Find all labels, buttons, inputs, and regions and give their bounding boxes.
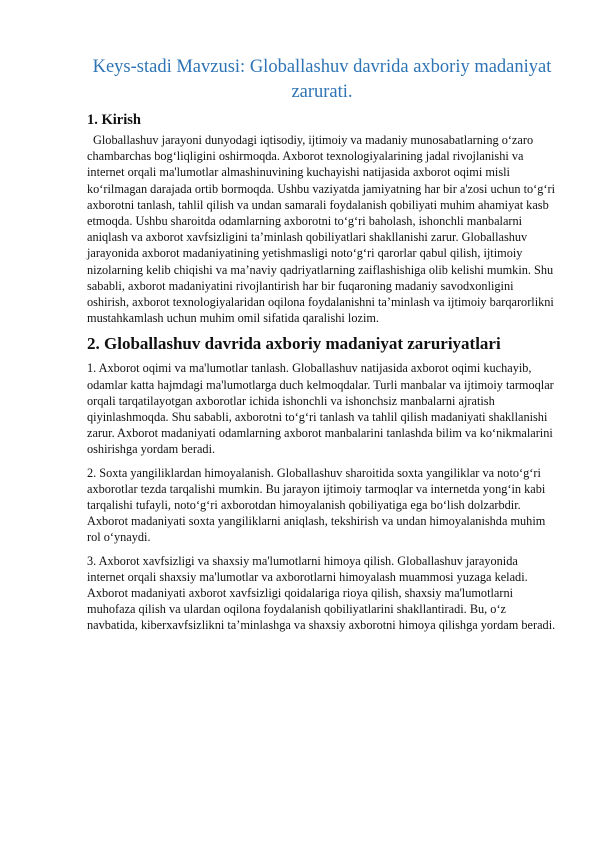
intro-paragraph: Globallashuv jarayoni dunyodagi iqtisodiy, ijtimoiy va madaniy munosabatlarning o‘zaro chambarchas bog‘liqligini oshirmoqda. Axborot texnologiyalarining jadal rivojlanishi va internet orqali ma'lumotlar almashinuvining kuchayishi natijasida axborot oqimi misli ko‘rilmagan darajada ortib bormoqda. Ushbu vaziyatda jamiyatning har bir a'zosi uchun to‘g‘ri axborotni tanlash, tahlil qilish va undan samarali foydalanish qobiliyati muhim ahamiyat kasb etmoqda. Ushbu sharoitda odamlarning axborotni to‘g‘ri baholash, ishonchli manbalarni aniqlash va axborot xavfsizligini ta’minlash qobiliyatlari shakllanishi zarur. Globallashuv jarayonida axborot madaniyatining yetishmasligi noto‘g‘ri qarorlar qabul qilish, ijtimoiy nizolarning kelib chiqishi va ma’naviy qadriyatlarning zaiflashishiga olib kelishi mumkin. Shu sababli, axborot madaniyatini rivojlantirish har bir fuqaroning madaniy savodxonligini oshirish, axborot texnologiyalaridan oqilona foydalanishni ta’minlash va ijtimoiy barqarorlikni mustahkamlash uchun muhim omil sifatida qaralishi lozim.: [87, 133, 555, 326]
document-title: Keys-stadi Mavzusi: Globallashuv davrida axboriy madaniyat zarurati.: [92, 57, 552, 102]
list-item: 1. Axborot oqimi va ma'lumotlar tanlash. Globallashuv natijasida axborot oqimi kuchayib, odamlar katta hajmdagi ma'lumotlarga duch kelmoqdalar. Turli manbalar va ijtimoiy tarmoqlar orqali tarqatilayotgan axborotlar ichida ishonchli va ishonchsiz manbalarni ajratish qiyinlashmoqda. Shu sababli, axborotni to‘g‘ri tanlash va tahlil qilish madaniyati shakllanishi zarur. Axborot madaniyati odamlarning axborot manbalarini tanlashda bilim va ko‘nikmalarini oshirishga yordam beradi.: [87, 361, 554, 457]
list-item: 2. Soxta yangiliklardan himoyalanish. Globallashuv sharoitida soxta yangiliklar va noto‘g‘ri axborotlar tezda tarqalishi mumkin. Bu jarayon ijtimoiy tarmoqlar va internetda yong‘in kabi tarqalishi tufayli, noto‘g‘ri axborotdan himoyalanish qobiliyatiga ega bo‘lish dolzarbdir. Axborot madaniyati soxta yangiliklarni aniqlash, tekshirish va undan himoyalanishda muhim rol o‘ynaydi.: [87, 465, 546, 545]
list-item: 3. Axborot xavfsizligi va shaxsiy ma'lumotlarni himoya qilish. Globallashuv jarayonida internet orqali shaxsiy ma'lumotlar va axborotlarni himoyalash muammosi yuzaga keladi. Axborot madaniyati axborot xavfsizligi qoidalariga rioya qilish, shaxsiy ma'lumotlarni muhofaza qilish va ulardan oqilona foydalanish qobiliyatlarini shakllantiradi. Bu, o‘z navbatida, kiberxavfsizlikni ta’minlashga va shaxsiy axborotni himoya qilishga yordam beradi.: [87, 553, 556, 633]
section-heading-requirements: 2. Globallashuv davrida axboriy madaniyat zaruriyatlari: [87, 334, 501, 354]
document-page: [87, 55, 557, 641]
section-heading-intro: 1. Kirish: [87, 112, 141, 128]
